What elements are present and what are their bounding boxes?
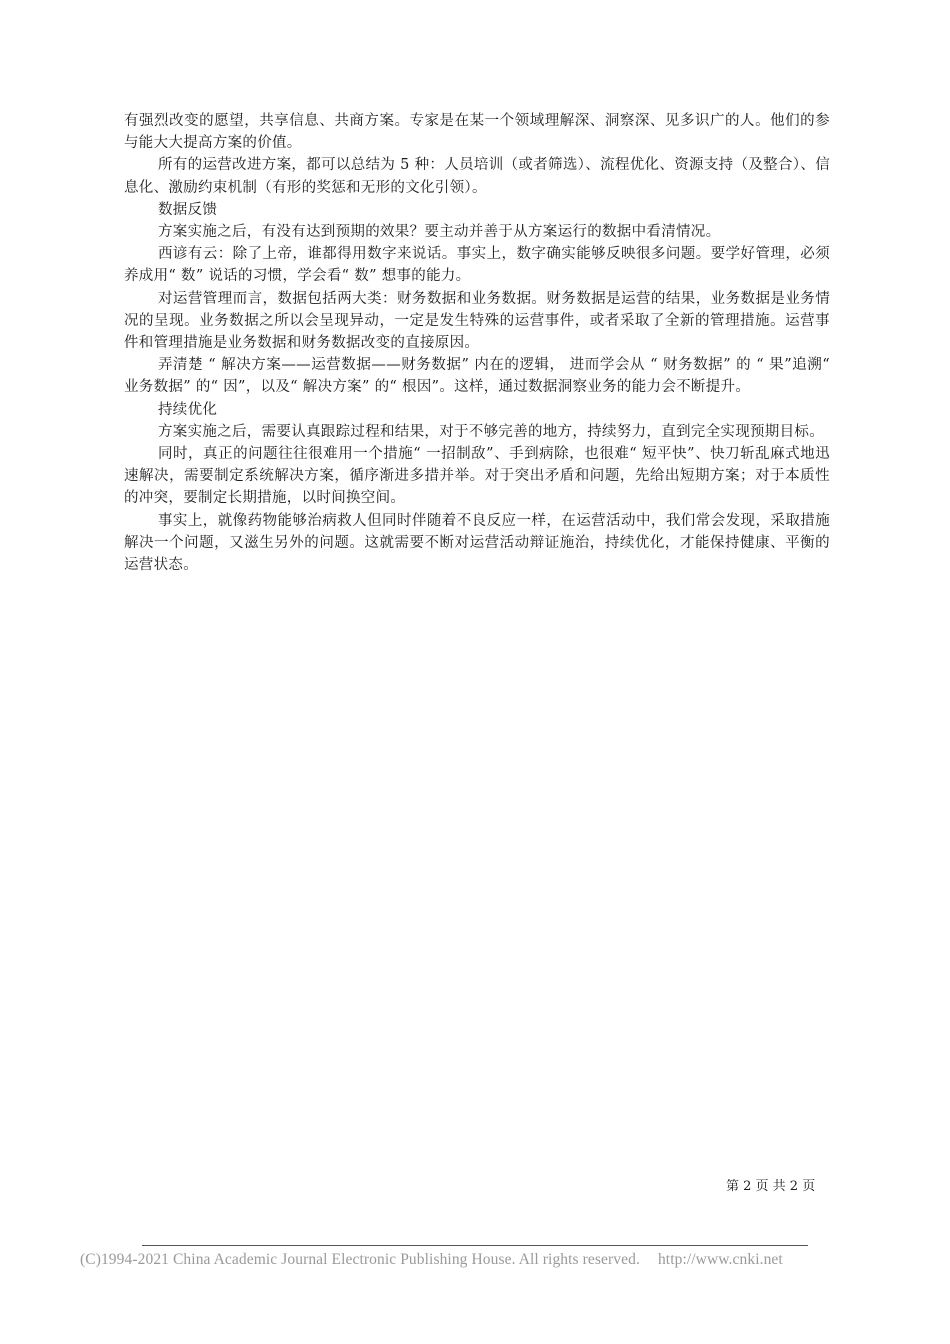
section-heading-data-feedback: 数据反馈: [158, 201, 218, 218]
paragraph-proverb: 西谚有云：除了上帝，谁都得用数字来说话。事实上，数字确实能够反映很多问题。要学好管理，必须养成用“ 数” 说话的习惯，学会看“ 数” 想事的能力。: [124, 246, 830, 285]
document-body: [124, 110, 830, 576]
paragraph-data-categories: 对运营管理而言，数据包括两大类：财务数据和业务数据。财务数据是运营的结果，业务数据是业务情况的呈现。业务数据之所以会呈现异动，一定是发生特殊的运营事件，或者采取了全新的管理措施。运营事件和管理措施是业务数据和财务数据改变的直接原因。: [124, 290, 830, 352]
paragraph-expected-effect: 方案实施之后，有没有达到预期的效果？要主动并善于从方案运行的数据中看清情况。: [158, 224, 721, 241]
copyright-text: (C)1994-2021 China Academic Journal Electronic Publishing House. All rights reserved.: [80, 1251, 640, 1268]
footer-divider: [142, 1245, 808, 1246]
page-number: 第 2 页 共 2 页: [726, 1179, 816, 1194]
paragraph-improvement-plans: 所有的运营改进方案，都可以总结为 5 种：人员培训（或者筛选）、流程优化、资源支持（及整合）、信息化、激励约束机制（有形的奖惩和无形的文化引领）。: [124, 157, 830, 196]
paragraph-systematic-solution: 同时，真正的问题往往很难用一个措施“ 一招制敌”、手到病除，也很难“ 短平快”、快刀斩乱麻式地迅速解决，需要制定系统解决方案，循序渐进多措并举。对于突出矛盾和问题，先给出短期方案；对于本质性的冲突，要制定长期措施，以时间换空间。: [124, 446, 830, 507]
paragraph-follow-up: 方案实施之后，需要认真跟踪过程和结果，对于不够完善的地方，持续努力，直到完全实现预期目标。: [158, 423, 824, 440]
paragraph-logic-chain: 弄清楚 “ 解决方案——运营数据——财务数据” 内在的逻辑， 进而学会从 “ 财务数据” 的 “ 果”追溯“ 业务数据” 的“ 因”，以及“ 解决方案” 的“ 根因”。这样，通过数据洞察业务的能力会不断提升。: [124, 357, 830, 396]
cnki-url: http://www.cnki.net: [657, 1251, 783, 1268]
paragraph-continuation: 有强烈改变的愿望，共享信息、共商方案。专家是在某一个领域理解深、洞察深、见多识广的人。他们的参与能大大提高方案的价值。: [124, 113, 830, 152]
paragraph-side-effects: 事实上，就像药物能够治病救人但同时伴随着不良反应一样，在运营活动中，我们常会发现，采取措施解决一个问题，又滋生另外的问题。这就需要不断对运营活动辩证施治，持续优化，才能保持健康、平衡的运营状态。: [124, 512, 830, 574]
section-heading-continuous-optimization: 持续优化: [158, 401, 218, 418]
copyright-footer: [80, 1249, 783, 1271]
